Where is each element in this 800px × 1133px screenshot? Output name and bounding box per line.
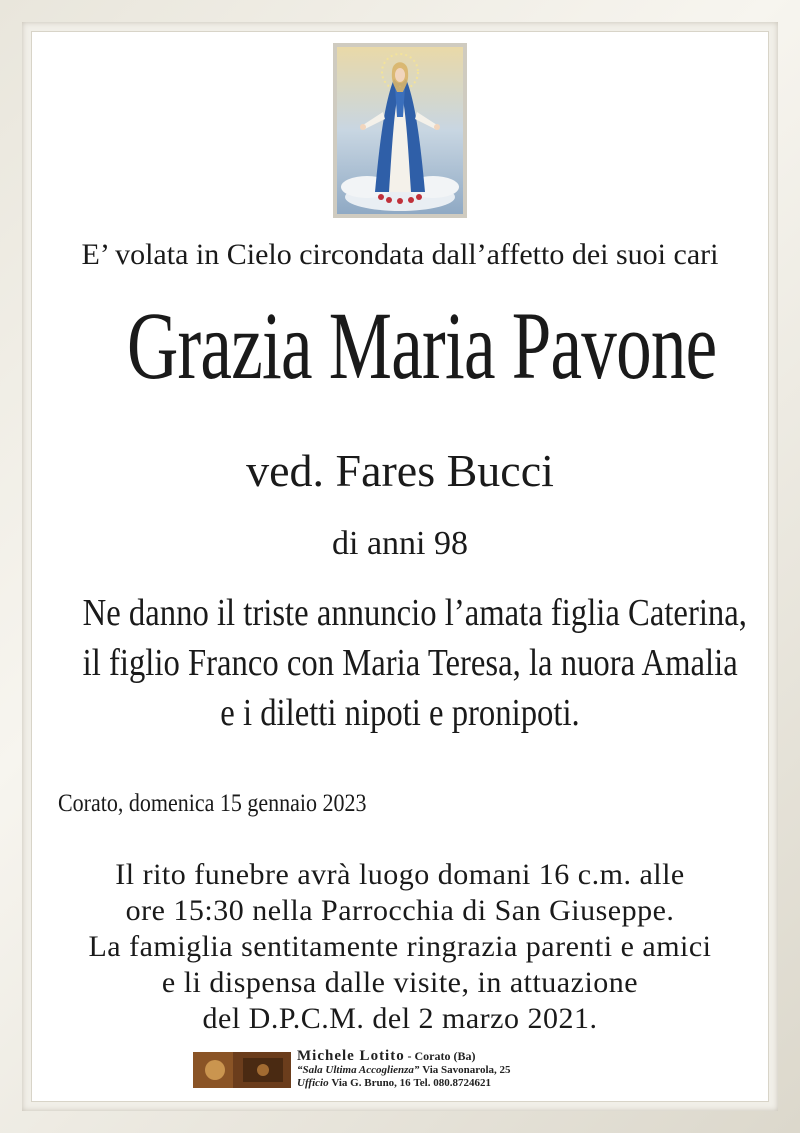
announcement (82, 588, 747, 738)
hall-name: “Sala Ultima Accoglienza” (297, 1064, 420, 1076)
rite-line: e li dispensa dalle visite, in attuazione (161, 966, 639, 999)
announcement-line: Ne danno il triste annuncio l’amata figlia Caterina, (82, 592, 747, 634)
madonna-image (333, 43, 467, 218)
funeral-home-footer (193, 1050, 613, 1094)
age-line: di anni 98 (332, 525, 468, 562)
hall-address: Via Savonarola, 25 (422, 1064, 511, 1076)
company-city: - Corato (Ba) (407, 1049, 476, 1063)
rite-line: del D.P.C.M. del 2 marzo 2021. (202, 1002, 598, 1035)
announcement-line: il figlio Franco con Maria Teresa, la nuora Amalia (82, 642, 738, 684)
company-name: Michele Lotito (297, 1048, 405, 1064)
place-date: Corato, domenica 15 gennaio 2023 (58, 790, 367, 817)
funeral-home-details (297, 1050, 511, 1090)
widow-of-line: ved. Fares Bucci (246, 445, 554, 496)
rite-line: Il rito funebre avrà luogo domani 16 c.m. alle (115, 858, 685, 891)
office-label: Ufficio (297, 1077, 329, 1089)
rite-line: La famiglia sentitamente ringrazia parenti e amici (88, 930, 712, 963)
office-address: Via G. Bruno, 16 (331, 1077, 411, 1089)
deceased-name: Grazia Maria Pavone (126, 292, 717, 399)
funeral-home-logo (193, 1052, 291, 1088)
phone-number: Tel. 080.8724621 (413, 1077, 491, 1089)
funeral-rite (31, 857, 769, 1037)
intro-line: E’ volata in Cielo circondata dall’affetto dei suoi cari (81, 238, 719, 271)
rite-line: ore 15:30 nella Parrocchia di San Giuseppe. (125, 894, 675, 927)
announcement-line: e i diletti nipoti e pronipoti. (220, 692, 580, 734)
